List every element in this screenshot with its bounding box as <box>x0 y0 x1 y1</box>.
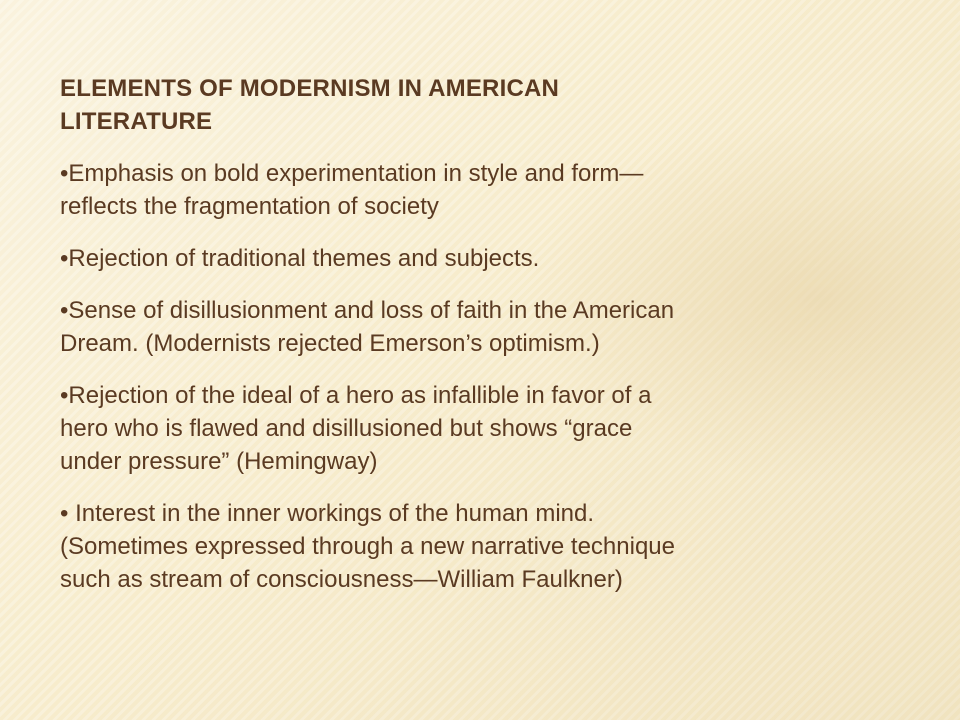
bullet-experimentation: •Emphasis on bold experimentation in style and form— reflects the fragmentation of society <box>60 160 644 220</box>
slide-content <box>60 72 890 615</box>
bullet-rejection-traditional: •Rejection of traditional themes and subjects. <box>60 245 540 272</box>
slide-title: ELEMENTS OF MODERNISM IN AMERICAN LITERATURE <box>60 75 560 135</box>
bullet-flawed-hero: •Rejection of the ideal of a hero as infallible in favor of a hero who is flawed and disillusioned but shows “grace under pressure” (Hemingway) <box>60 382 652 475</box>
bullet-disillusionment: •Sense of disillusionment and loss of faith in the American Dream. (Modernists rejected Emerson’s optimism.) <box>60 297 675 357</box>
bullet-inner-workings: • Interest in the inner workings of the human mind. (Sometimes expressed through a new narrative technique such as stream of consciousness—William Faulkner) <box>60 500 675 593</box>
